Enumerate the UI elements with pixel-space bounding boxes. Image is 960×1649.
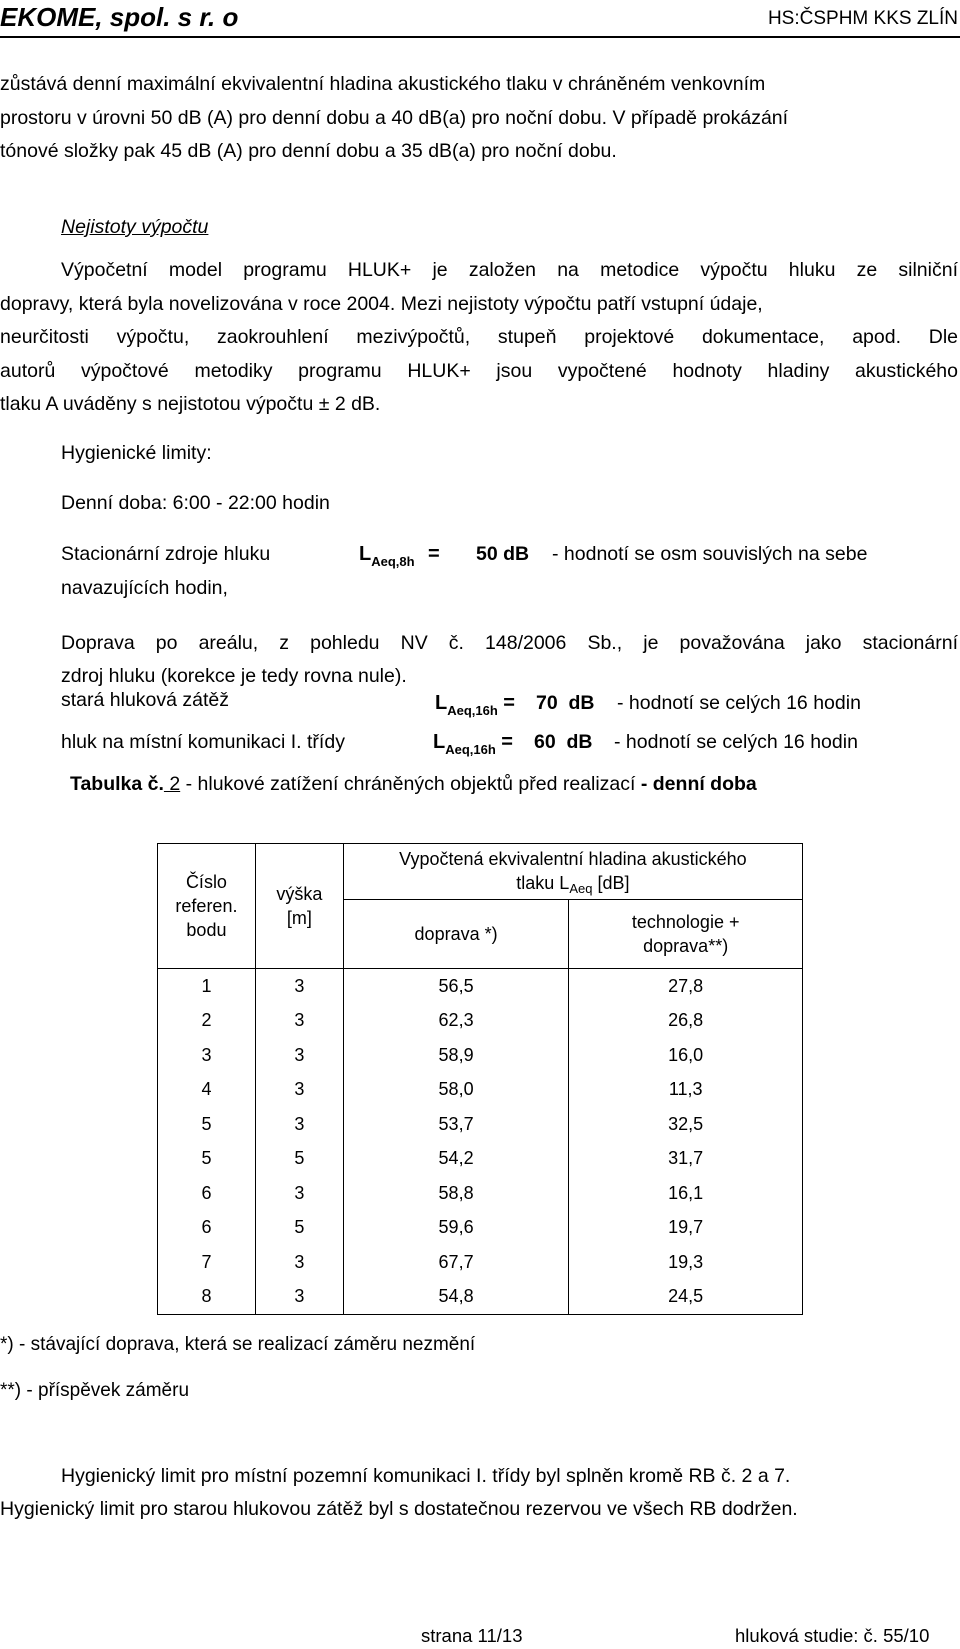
cell-height: 3	[255, 1280, 343, 1315]
cell-reference-point: 5	[158, 1107, 256, 1142]
stationary-label: Stacionární zdroje hluku	[61, 543, 271, 565]
cell-reference-point: 8	[158, 1280, 256, 1315]
cell-technology: 31,7	[569, 1142, 803, 1177]
stationary-equals: =	[427, 543, 440, 565]
stationary-value: 50 dB	[476, 543, 530, 565]
cell-height: 3	[255, 1073, 343, 1108]
table-row	[158, 1142, 803, 1177]
cell-reference-point: 2	[158, 1004, 256, 1039]
conclusion-line-1: Hygienický limit pro místní pozemní komunikaci I. třídy byl splněn kromě RB č. 2 a 7.	[61, 1465, 791, 1487]
cell-technology: 24,5	[569, 1280, 803, 1315]
cell-height: 3	[255, 1245, 343, 1280]
table-row	[158, 1211, 803, 1246]
limits-title: Hygienické limity:	[61, 442, 212, 464]
cell-transport: 62,3	[343, 1004, 569, 1039]
uncertainty-line-1: Výpočetní model programu HLUK+ je založen na metodice výpočtu hluku ze silniční	[61, 259, 958, 281]
cell-technology: 26,8	[569, 1004, 803, 1039]
old-description: - hodnotí se celých 16 hodin	[617, 692, 861, 714]
study-number: hluková studie: č. 55/10	[735, 1625, 930, 1646]
road-value: 60 dB	[534, 731, 593, 753]
cell-technology: 11,3	[569, 1073, 803, 1108]
cell-height: 3	[255, 1107, 343, 1142]
company-name: EKOME, spol. s r. o	[0, 2, 239, 32]
transport-line-2: zdroj hluku (korekce je tedy rovna nule).	[61, 665, 407, 687]
cell-reference-point: 6	[158, 1176, 256, 1211]
table-row	[158, 1280, 803, 1315]
stationary-subscript: Aeq,8h	[371, 554, 415, 569]
cell-reference-point: 6	[158, 1211, 256, 1246]
conclusion-line-2: Hygienický limit pro starou hlukovou zátěž byl s dostatečnou rezervou ve všech RB dodržen.	[0, 1498, 798, 1520]
cell-technology: 16,1	[569, 1176, 803, 1211]
footnote-2: **) - příspěvek záměru	[0, 1380, 190, 1401]
road-description: - hodnotí se celých 16 hodin	[614, 731, 858, 753]
old-subscript: Aeq,16h	[447, 703, 498, 718]
table-body	[158, 969, 803, 1315]
cell-height: 3	[255, 1004, 343, 1039]
cell-transport: 67,7	[343, 1245, 569, 1280]
stationary-continuation: navazujících hodin,	[61, 577, 228, 599]
road-subscript: Aeq,16h	[445, 742, 496, 757]
stationary-formula	[359, 537, 440, 573]
cell-height: 3	[255, 1038, 343, 1073]
header-reference-point: Číslo referen. bodu	[158, 844, 256, 969]
intro-line-2: prostoru v úrovni 50 dB (A) pro denní dobu a 40 dB(a) pro noční dobu. V případě prokázání	[0, 107, 789, 129]
table-row	[158, 1004, 803, 1039]
table-row	[158, 1073, 803, 1108]
table-row	[158, 1038, 803, 1073]
table-row	[158, 969, 803, 1004]
table-caption: Tabulka č. 2 - hlukové zatížení chráněných objektů před realizací - denní doba	[70, 773, 757, 795]
intro-line-1: zůstává denní maximální ekvivalentní hladina akustického tlaku v chráněném venkovním	[0, 73, 766, 95]
cell-technology: 32,5	[569, 1107, 803, 1142]
road-formula	[433, 725, 513, 761]
document-code: HS:ČSPHM KKS ZLÍN	[767, 8, 958, 29]
road-label: hluk na místní komunikaci I. třídy	[61, 731, 345, 753]
table-row	[158, 1245, 803, 1280]
cell-transport: 54,8	[343, 1280, 569, 1315]
uncertainty-line-4: autorů výpočtové metodiky programu HLUK+ jsou vypočtené hodnoty hladiny akustického	[0, 360, 958, 382]
noise-results-table	[157, 843, 803, 1315]
transport-line-1: Doprava po areálu, z pohledu NV č. 148/2006 Sb., je považována jako stacionární	[61, 632, 959, 654]
cell-technology: 19,7	[569, 1211, 803, 1246]
header-technology: technologie + doprava**)	[569, 900, 803, 969]
table-row	[158, 1107, 803, 1142]
table-row	[158, 1176, 803, 1211]
header-height: výška [m]	[255, 844, 343, 969]
cell-transport: 58,9	[343, 1038, 569, 1073]
header-rule	[0, 36, 960, 38]
uncertainty-heading: Nejistoty výpočtu	[61, 216, 209, 238]
cell-technology: 16,0	[569, 1038, 803, 1073]
old-label: stará hluková zátěž	[61, 689, 230, 711]
cell-technology: 19,3	[569, 1245, 803, 1280]
cell-transport: 56,5	[343, 969, 569, 1004]
road-symbol: L	[433, 731, 446, 753]
header-transport: doprava *)	[343, 900, 569, 969]
cell-transport: 53,7	[343, 1107, 569, 1142]
day-period: Denní doba: 6:00 - 22:00 hodin	[61, 492, 330, 514]
stationary-description: - hodnotí se osm souvislých na sebe	[552, 543, 868, 565]
old-equals: =	[503, 692, 515, 714]
intro-line-3: tónové složky pak 45 dB (A) pro denní dobu a 35 dB(a) pro noční dobu.	[0, 140, 617, 162]
cell-reference-point: 7	[158, 1245, 256, 1280]
cell-transport: 58,8	[343, 1176, 569, 1211]
old-value: 70 dB	[536, 692, 595, 714]
cell-height: 3	[255, 969, 343, 1004]
cell-height: 5	[255, 1142, 343, 1177]
header-group: Vypočtená ekvivalentní hladina akustického tlaku $L_{Aeq}$ [dB]	[343, 844, 802, 900]
cell-transport: 59,6	[343, 1211, 569, 1246]
cell-reference-point: 1	[158, 969, 256, 1004]
cell-height: 3	[255, 1176, 343, 1211]
cell-transport: 54,2	[343, 1142, 569, 1177]
cell-technology: 27,8	[569, 969, 803, 1004]
cell-reference-point: 3	[158, 1038, 256, 1073]
old-symbol: L	[435, 692, 448, 714]
footnote-1: *) - stávající doprava, která se realizací záměru nezmění	[0, 1334, 476, 1355]
old-formula	[435, 686, 515, 722]
uncertainty-line-3: neurčitosti výpočtu, zaokrouhlení mezivýpočtů, stupeň projektové dokumentace, apod. Dle	[0, 326, 958, 348]
uncertainty-line-2: dopravy, která byla novelizována v roce 2004. Mezi nejistoty výpočtu patří vstupní údaje,	[0, 293, 763, 315]
stationary-symbol: L	[359, 543, 372, 565]
page-number: strana 11/13	[421, 1625, 523, 1646]
uncertainty-line-5: tlaku A uváděny s nejistotou výpočtu ± 2 dB.	[0, 393, 381, 415]
cell-height: 5	[255, 1211, 343, 1246]
cell-transport: 58,0	[343, 1073, 569, 1108]
cell-reference-point: 5	[158, 1142, 256, 1177]
road-equals: =	[501, 731, 513, 753]
cell-reference-point: 4	[158, 1073, 256, 1108]
